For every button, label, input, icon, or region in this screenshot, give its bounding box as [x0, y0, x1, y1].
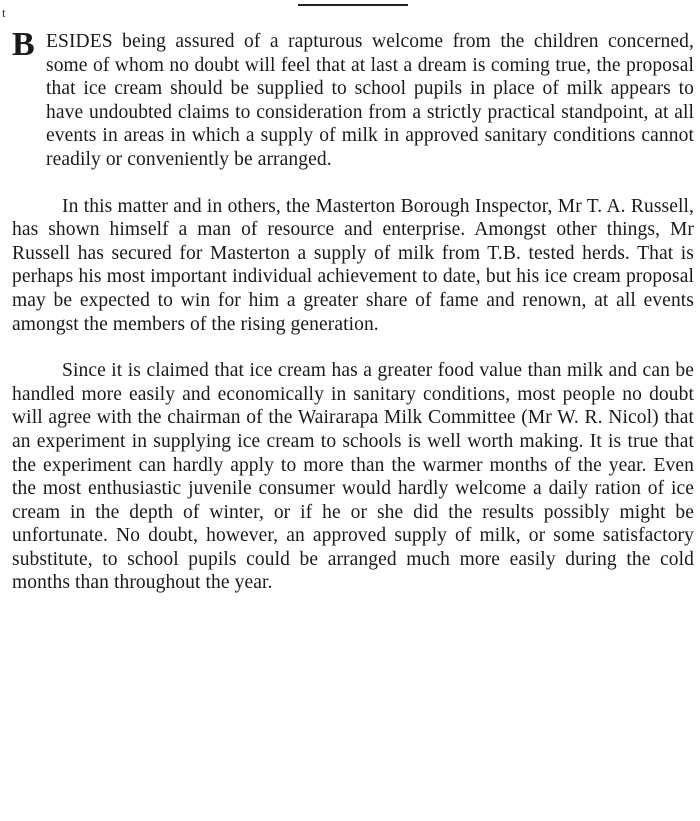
paragraph-1-text: ESIDES being assured of a rapturous welcome from the children concerned, some of whom no doubt will feel that at last a dream is coming true, the proposal that ice cream should be supplied to school pupils in place of milk appears to have undoubted claims to consideration from a strictly practical standpoint, at all events in areas in which a supply of milk in approved sanitary conditions cannot readily or conveniently be arranged.	[46, 31, 694, 170]
margin-mark: t	[2, 5, 6, 20]
paragraph-3: Since it is claimed that ice cream has a greater food value than milk and can be handled more easily and economically in sanitary conditions, most people no doubt will agree with the chairman of the Wairarapa Milk Committee (Mr W. R. Nicol) that an experiment in supplying ice cream to schools is well worth making. It is true that the experiment can hardly apply to more than the warmer months of the year. Even the most enthusiastic juvenile consumer would hardly welcome a daily ration of ice cream in the depth of winter, or if he or she did the results possibly might be unfortunate. No doubt, however, an approved supply of milk, or some satisfactory substitute, to school pupils could be arranged much more easily during the cold months than throughout the year.	[12, 360, 694, 594]
paragraph-2: In this matter and in others, the Masterton Borough Inspector, Mr T. A. Russell, has shown himself a man of resource and enterprise. Amongst other things, Mr Russell has secured for Masterton a supply of milk from T.B. tested herds. That is perhaps his most important individual achievement to date, but his ice cream proposal may be expected to win for him a greater share of fame and renown, at all events amongst the members of the rising generation.	[12, 195, 694, 335]
drop-cap: B	[12, 26, 35, 63]
article-body	[12, 26, 694, 595]
top-rule	[298, 4, 408, 6]
paragraph-1	[12, 26, 694, 172]
